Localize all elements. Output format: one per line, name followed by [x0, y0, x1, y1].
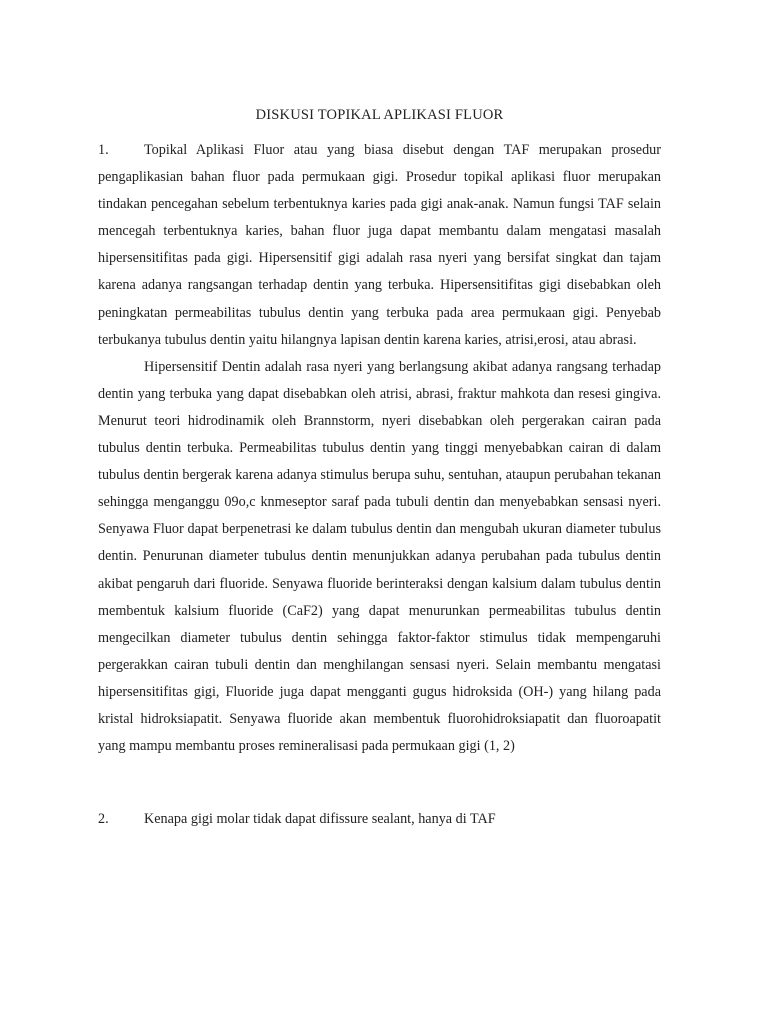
item-number: 1.: [98, 142, 109, 158]
list-item: [98, 806, 661, 833]
document-page: [98, 105, 661, 833]
document-title: DISKUSI TOPIKAL APLIKASI FLUOR: [255, 107, 504, 123]
paragraph: Kenapa gigi molar tidak dapat difissure sealant, hanya di TAF: [144, 811, 496, 828]
item-number: 2.: [98, 811, 109, 828]
list-item: [98, 137, 661, 760]
paragraph: Topikal Aplikasi Fluor atau yang biasa disebut dengan TAF merupakan prosedur pengaplikasian bahan fluor pada permukaan gigi. Prosedur topikal aplikasi fluor merupakan tindakan pencegahan sebelum terbentuknya karies pada gigi anak-anak. Namun fungsi TAF selain mencegah terbentuknya karies, bahan fluor juga dapat membantu dalam mengatasi masalah hipersensitifitas pada gigi. Hipersensitif gigi adalah rasa nyeri yang bersifat singkat dan tajam karena adanya rangsangan terhadap dentin yang terbuka. Hipersensitifitas gigi disebabkan oleh peningkatan permeabilitas tubulus dentin yang terbuka pada area permukaan gigi. Penyebab terbukanya tubulus dentin yaitu hilangnya lapisan dentin karena karies, atrisi,erosi, atau abrasi.: [98, 142, 661, 348]
paragraph: Hipersensitif Dentin adalah rasa nyeri yang berlangsung akibat adanya rangsang terhadap dentin yang terbuka yang dapat disebabkan oleh atrisi, abrasi, fraktur mahkota dan resesi gingiva. Menurut teori hidrodinamik oleh Brannstorm, nyeri disebabkan oleh pergerakan cairan pada tubulus dentin terbuka. Permeabilitas tubulus dentin yang tinggi menyebabkan cairan di dalam tubulus dentin bergerak karena adanya stimulus berupa suhu, sentuhan, ataupun perubahan tekanan sehingga menganggu 09o,c knmeseptor saraf pada tubuli dentin dan menyebabkan sensasi nyeri. Senyawa Fluor dapat berpenetrasi ke dalam tubulus dentin dan mengubah ukuran diameter tubulus dentin. Penurunan diameter tubulus dentin menunjukkan adanya perubahan pada tubulus dentin akibat pengaruh dari fluoride. Senyawa fluoride berinteraksi dengan kalsium dalam tubulus dentin membentuk kalsium fluoride (CaF2) yang dapat menurunkan permeabilitas tubulus dentin mengecilkan diameter tubulus dentin sehingga faktor-faktor stimulus tidak mempengaruhi pergerakkan cairan tubuli dentin dan menghilangan sensasi nyeri. Selain membantu mengatasi hipersensitifitas gigi, Fluoride juga dapat mengganti gugus hidroksida (OH-) yang hilang pada kristal hidroksiapatit. Senyawa fluoride akan membentuk fluorohidroksiapatit dan fluoroapatit yang mampu membantu proses remineralisasi pada permukaan gigi (1, 2): [98, 358, 661, 755]
